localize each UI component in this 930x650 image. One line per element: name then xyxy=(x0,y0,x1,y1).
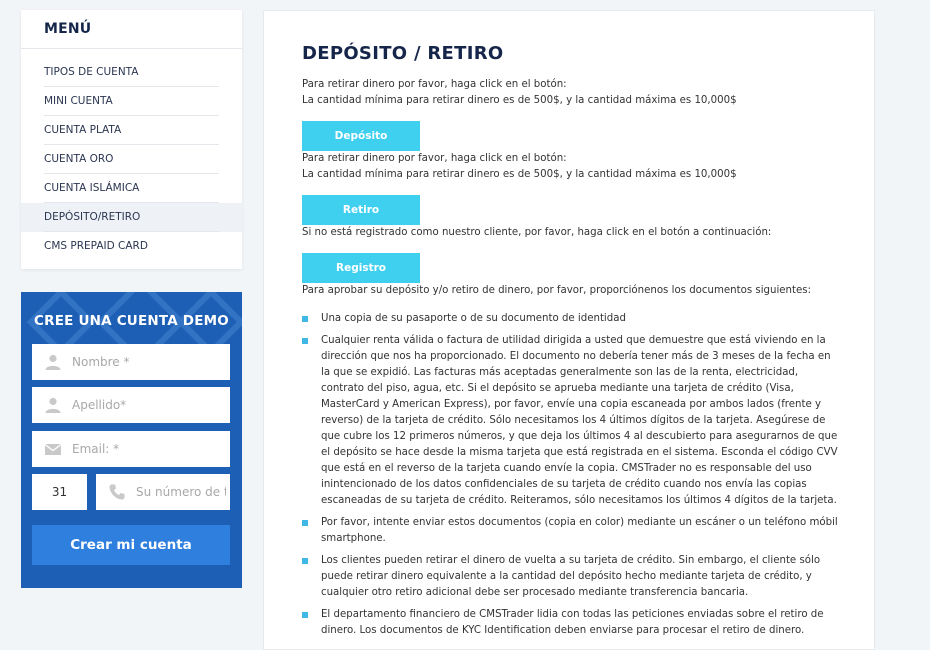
bullet-icon xyxy=(302,338,308,344)
list-item-text: El departamento financiero de CMSTrader lidia con todas las peticiones enviadas sobre el retiro de dinero. Los documentos de KYC Identification deben enviarse para procesar el retiro de dinero. xyxy=(321,609,824,636)
documents-list xyxy=(302,311,842,645)
page-title: DEPÓSITO / RETIRO xyxy=(302,43,504,64)
menu-item-cuenta-plata[interactable]: CUENTA PLATA xyxy=(21,116,242,145)
list-item-text: Por favor, intente enviar estos documentos (copia en color) mediante un escáner o un teléfono móbil smartphone. xyxy=(321,517,838,544)
demo-account-form xyxy=(21,292,242,588)
register-info: Si no está registrado como nuestro cliente, por favor, haga click en el botón a continuación: xyxy=(302,227,772,238)
email-input[interactable] xyxy=(72,431,222,467)
withdraw-button[interactable]: Retiro xyxy=(302,195,420,225)
menu-item-deposito-retiro[interactable]: DEPÓSITO/RETIRO xyxy=(21,203,242,232)
deposit-info-line-1: Para retirar dinero por favor, haga click en el botón: xyxy=(302,79,567,90)
list-item-text: Una copia de su pasaporte o de su documento de identidad xyxy=(321,313,626,324)
country-code-field[interactable]: 31 xyxy=(32,474,87,510)
bullet-icon xyxy=(302,612,308,618)
phone-input[interactable] xyxy=(136,474,226,510)
email-field xyxy=(32,431,230,467)
menu-item-cms-prepaid-card[interactable]: CMS PREPAID CARD xyxy=(44,240,148,252)
menu-title: MENÚ xyxy=(44,21,92,37)
user-icon xyxy=(44,396,62,414)
main-content xyxy=(263,10,875,650)
list-item xyxy=(302,607,842,639)
bullet-icon xyxy=(302,520,308,526)
bullet-icon xyxy=(302,316,308,322)
first-name-field xyxy=(32,344,230,380)
list-item-text: Cualquier renta válida o factura de utilidad dirigida a usted que demuestre que está viviendo en la dirección que nos ha proporcionado. El documento no debería tener más de 3 meses de la fecha en la que se expidió. Las facturas más aceptadas generalmente son las de la renta, electricidad, contrato del piso, agua, etc. Si el depósito se aprueba mediante una tarjeta de crédito (Visa, MasterCard y American Express), por favor, envíe una copia escaneada por ambos lados (frente y reverso) de la tarjeta de crédito. Sólo necesitamos los 4 últimos dígitos de la tarjeta. Asegúrese de que cubre los 12 primeros números, y que deja los últimos 4 al descubierto para asegurarnos de que el depósito se hace desde la misma tarjeta que está registrada en el sistema. Esconda el código CVV que está en el reverso de la tarjeta cuando envíe la copia. CMSTrader no es responsable del uso inintencionado de los datos confidenciales de su tarjeta de crédito cuando nos envía las copias escaneadas de su tarjeta de crédito. Reiteramos, sólo necesitamos los últimos 4 dígitos de la tarjeta. xyxy=(321,335,838,506)
first-name-input[interactable] xyxy=(72,344,222,380)
deposit-info-line-2: La cantidad mínima para retirar dinero es de 500$, y la cantidad máxima es 10,000$ xyxy=(302,95,737,106)
demo-form-title: CREE UNA CUENTA DEMO xyxy=(34,313,229,329)
deposit-button[interactable]: Depósito xyxy=(302,121,420,151)
list-item-text: Los clientes pueden retirar el dinero de vuelta a su tarjeta de crédito. Sin embargo, el cliente sólo puede retirar dinero equivalente a la cantidad del depósito hecho mediante tarjeta de crédito, y cualquier otro retiro adicional debe ser procesado mediante transferencia bancaria. xyxy=(321,555,821,598)
list-item xyxy=(302,515,842,547)
menu-item-mini-cuenta[interactable]: MINI CUENTA xyxy=(21,87,242,116)
phone-field xyxy=(96,474,230,510)
menu-divider xyxy=(21,48,242,49)
menu-item-tipos-de-cuenta[interactable]: TIPOS DE CUENTA xyxy=(21,58,242,87)
envelope-icon xyxy=(44,440,62,458)
menu-list xyxy=(21,58,242,261)
last-name-input[interactable] xyxy=(72,387,222,423)
last-name-field xyxy=(32,387,230,423)
phone-icon xyxy=(108,483,126,501)
bullet-icon xyxy=(302,558,308,564)
documents-intro: Para aprobar su depósito y/o retiro de dinero, por favor, proporciónenos los documentos siguientes: xyxy=(302,285,812,296)
withdraw-info-line-1: Para retirar dinero por favor, haga click en el botón: xyxy=(302,153,567,164)
list-item xyxy=(302,311,842,327)
user-icon xyxy=(44,353,62,371)
sidebar-menu xyxy=(21,10,242,269)
withdraw-info-line-2: La cantidad mínima para retirar dinero es de 500$, y la cantidad máxima es 10,000$ xyxy=(302,169,737,180)
list-item xyxy=(302,553,842,601)
menu-item-cuenta-islamica[interactable]: CUENTA ISLÁMICA xyxy=(21,174,242,203)
menu-item-cuenta-oro[interactable]: CUENTA ORO xyxy=(21,145,242,174)
list-item xyxy=(302,333,842,509)
create-account-button[interactable]: Crear mi cuenta xyxy=(32,525,230,565)
register-button[interactable]: Registro xyxy=(302,253,420,283)
